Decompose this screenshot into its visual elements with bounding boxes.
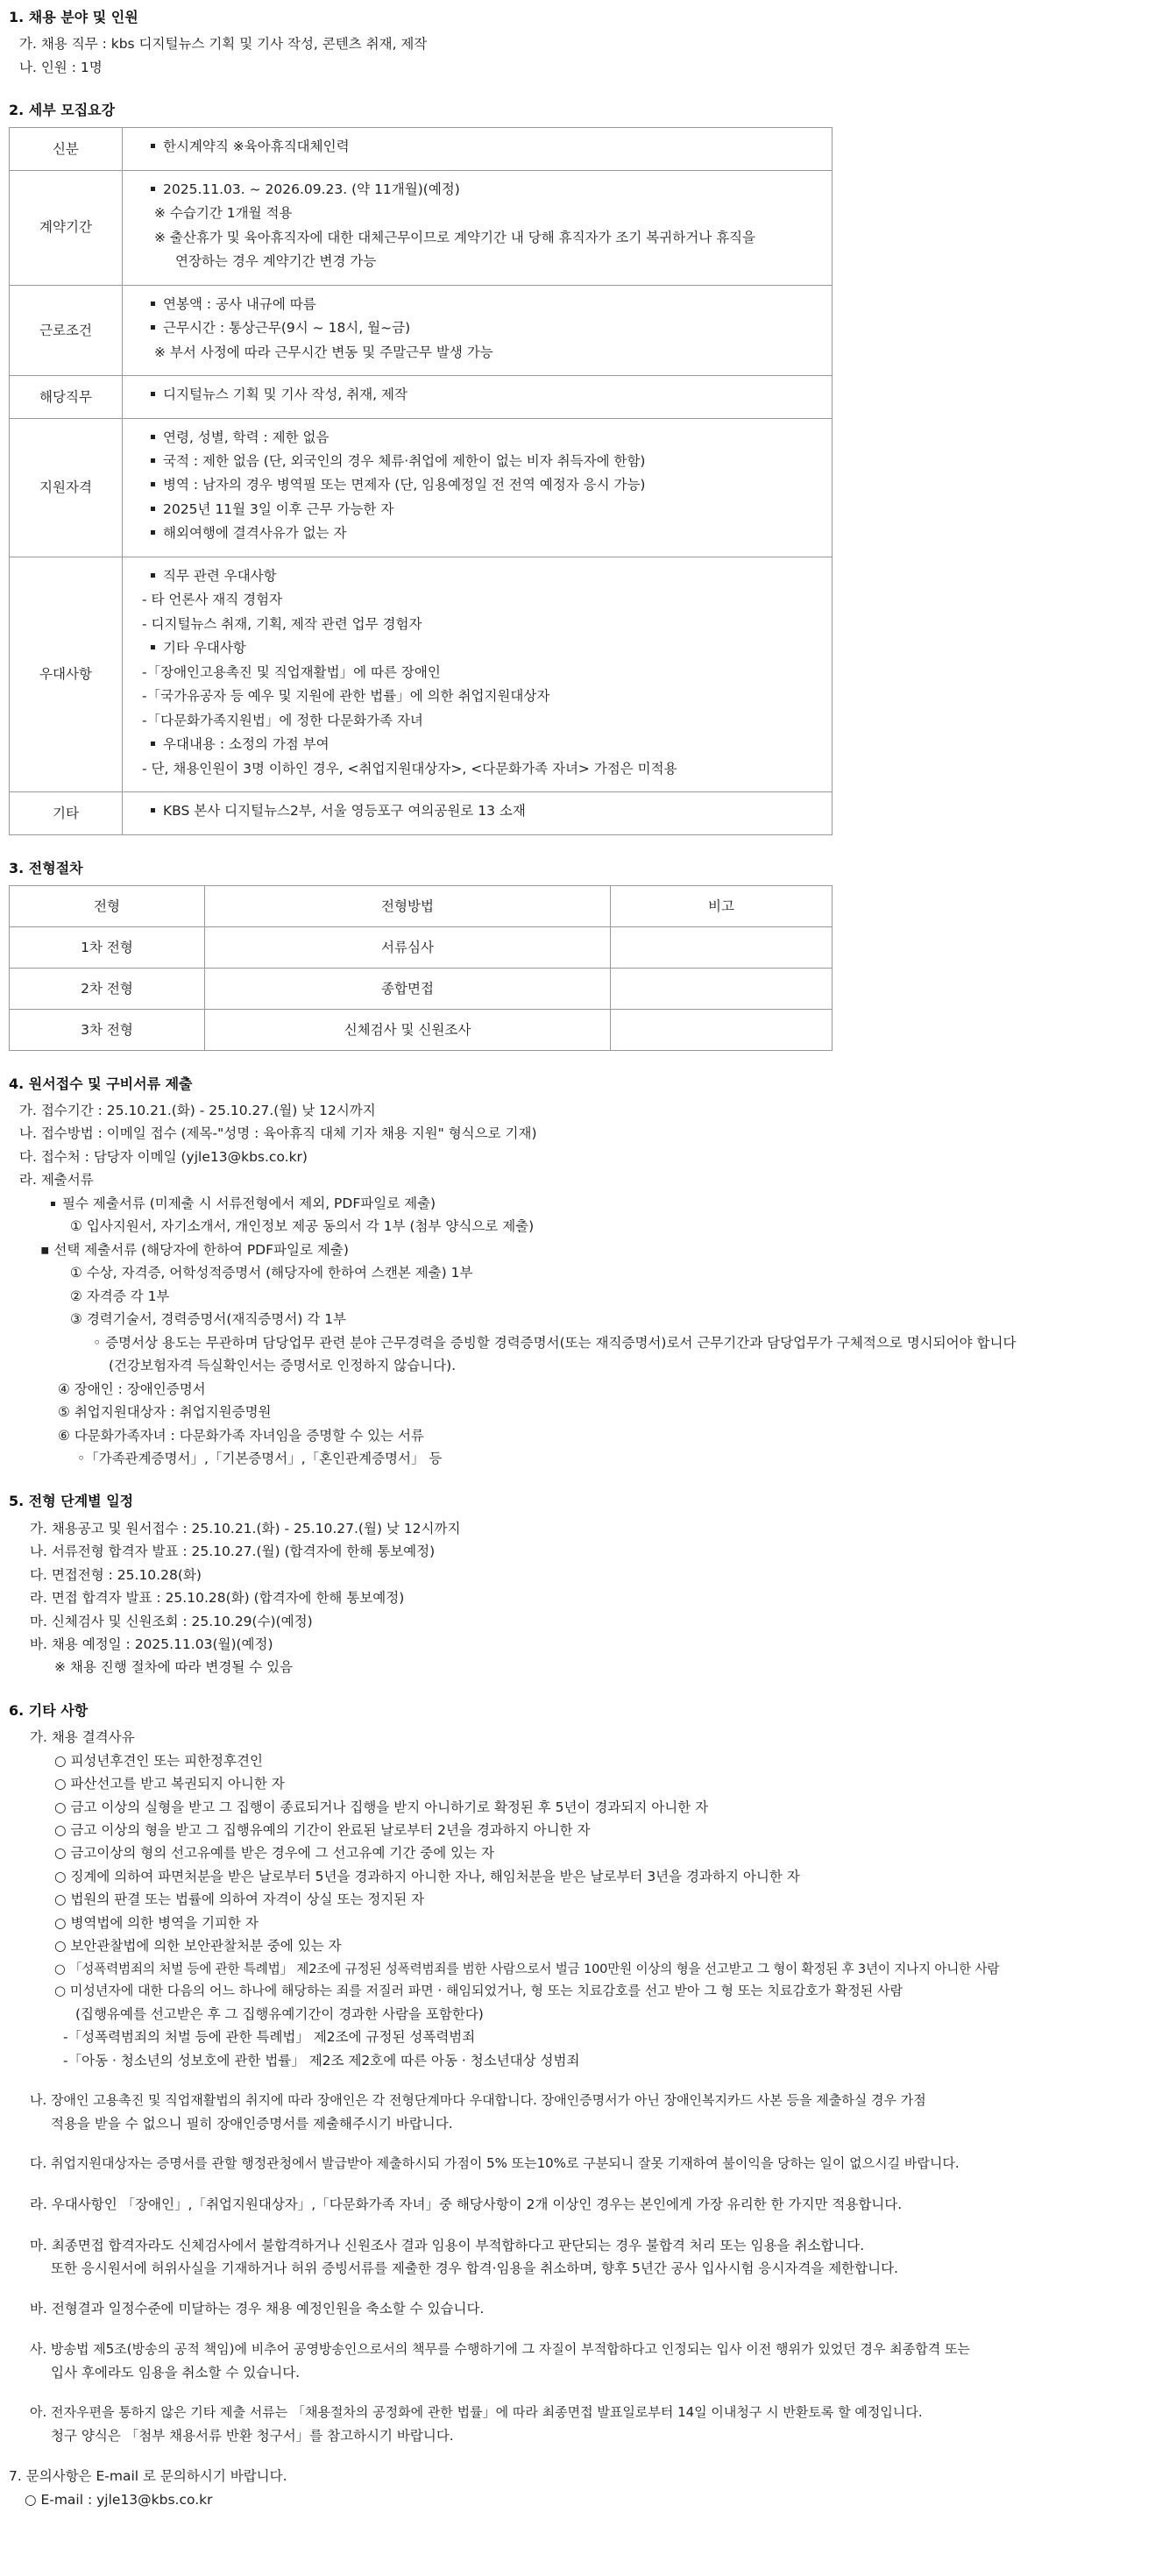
text-line: ◦「가족관계증명서」,「기본증명서」,「혼인관계증명서」 등: [77, 1450, 443, 1466]
sub-item: - 단, 채용인원이 3명 이하인 경우, <취업지원대상자>, <다문화가족 자녀> 가점은 미적용: [142, 760, 677, 777]
section-contact: [9, 2466, 1155, 2509]
text-line: 라. 제출서류: [19, 1172, 94, 1189]
row-label: 해당직무: [10, 376, 123, 418]
text-line: ④ 장애인 : 장애인증명서: [58, 1380, 206, 1397]
section-title: 2. 세부 모집요강: [9, 102, 116, 119]
section-title: 7. 문의사항은 E-mail 로 문의하시기 바랍니다.: [9, 2468, 287, 2485]
row-label: 계약기간: [10, 170, 123, 285]
section-title: 1. 채용 분야 및 인원: [9, 9, 138, 25]
text-line: ③ 경력기술서, 경력증명서(재직증명서) 각 1부: [70, 1311, 347, 1328]
note-line: 연장하는 경우 계약기간 변경 가능: [175, 253, 377, 270]
text-line: 필수 제출서류 (미제출 시 서류전형에서 제외, PDF파일로 제출): [62, 1195, 436, 1211]
table-cell: 서류심사: [205, 926, 611, 968]
bullet-item: 디지털뉴스 기획 및 기사 작성, 취재, 제작: [151, 385, 819, 404]
sub-item: -「장애인고용촉진 및 직업재활법」에 따른 장애인: [142, 664, 441, 680]
row-label: 기타: [10, 792, 123, 834]
text-line: -「성폭력범죄의 처벌 등에 관한 특례법」 제2조에 규정된 성폭력범죄: [63, 2029, 476, 2046]
row-label: 근로조건: [10, 285, 123, 375]
list-item: ○ 파산선고를 받고 복권되지 아니한 자: [54, 1776, 285, 1792]
row-content: [123, 285, 833, 375]
section-details: [9, 100, 1155, 834]
sub-item: - 타 언론사 재직 경험자: [142, 592, 283, 608]
text-line: ※ 채용 진행 절차에 따라 변경될 수 있음: [54, 1659, 294, 1676]
table-row: [10, 926, 833, 968]
bullet-item: 한시계약직 ※육아휴직대체인력: [151, 137, 819, 156]
bullet-item: 근무시간 : 통상근무(9시 ~ 18시, 월~금): [151, 318, 819, 337]
bullet-item: 연령, 성별, 학력 : 제한 없음: [151, 428, 819, 447]
row-label: 우대사항: [10, 557, 123, 791]
list-item: ○ 병역법에 의한 병역을 기피한 자: [54, 1914, 259, 1931]
table-row: [10, 1009, 833, 1050]
text-line: 다. 면접전형 : 25.10.28(화): [30, 1566, 202, 1583]
row-content: [123, 376, 833, 418]
bullet-item: 국적 : 제한 없음 (단, 외국인의 경우 체류·취업에 제한이 없는 비자 취득자에 한함): [151, 451, 819, 471]
sub-item: -「다문화가족지원법」에 정한 다문화가족 자녀: [142, 712, 423, 728]
text-line: 아. 전자우편을 통하지 않은 기타 제출 서류는 「채용절차의 공정화에 관한 법률」에 따라 최종면접 발표일로부터 14일 이내청구 시 반환토록 할 예정입니다.: [30, 2404, 923, 2421]
row-content: [123, 557, 833, 791]
bullet-item: 기타 우대사항: [151, 638, 819, 657]
bullet-item: 연봉액 : 공사 내규에 따름: [151, 295, 819, 314]
bullet-item: 2025.11.03. ~ 2026.09.23. (약 11개월)(예정): [151, 180, 819, 199]
column-header: 전형방법: [205, 885, 611, 926]
text-line: 라. 우대사항인 「장애인」,「취업지원대상자」,「다문화가족 자녀」중 해당사항이 2개 이상인 경우는 본인에게 가장 유리한 한 가지만 적용합니다.: [30, 2196, 903, 2213]
bullet-item: 해외여행에 결격사유가 없는 자: [151, 523, 819, 543]
section-schedule: [9, 1491, 1155, 1677]
column-header: 비고: [611, 885, 833, 926]
note-line: ※ 부서 사정에 따라 근무시간 변동 및 주말근무 발생 가능: [154, 344, 493, 360]
text-line: ⑥ 다문화가족자녀 : 다문화가족 자녀임을 증명할 수 있는 서류: [58, 1427, 424, 1444]
section-recruitment-field: [9, 7, 1155, 77]
contact-email: ○ E-mail : yjle13@kbs.co.kr: [25, 2491, 213, 2508]
row-content: [123, 418, 833, 557]
section-process: [9, 858, 1155, 1051]
row-label: 지원자격: [10, 418, 123, 557]
text-line: 나. 접수방법 : 이메일 접수 (제목-"성명 : 육아휴직 대체 기자 채용 지원" 형식으로 기재): [19, 1125, 537, 1142]
bullet-square-icon: [51, 1202, 55, 1206]
bullet-item: 2025년 11월 3일 이후 근무 가능한 자: [151, 500, 819, 519]
table-header-row: [10, 885, 833, 926]
section-application: [9, 1074, 1155, 1469]
row-label: 신분: [10, 128, 123, 170]
details-table: [9, 127, 833, 834]
text-line: 나. 장애인 고용촉진 및 직업재활법의 취지에 따라 장애인은 각 전형단계마다 우대합니다. 장애인증명서가 아닌 장애인복지카드 사본 등을 제출하실 경우 가점: [30, 2092, 926, 2109]
sub-item: - 디지털뉴스 취재, 기획, 제작 관련 업무 경험자: [142, 615, 422, 632]
table-row: [10, 376, 833, 418]
list-item: ○ 보안관찰법에 의한 보안관찰처분 중에 있는 자: [54, 1938, 342, 1955]
list-item: ○ 금고 이상의 실형을 받고 그 집행이 종료되거나 집행을 받지 아니하기로 확정된 후 5년이 경과되지 아니한 자: [54, 1799, 709, 1815]
text-line: 청구 양식은 「첨부 채용서류 반환 청구서」를 참고하시기 바랍니다.: [51, 2427, 454, 2444]
row-content: [123, 792, 833, 834]
table-row: [10, 968, 833, 1009]
note-line: ※ 수습기간 1개월 적용: [154, 205, 293, 222]
list-item: ○ 「성폭력범죄의 처벌 등에 관한 특례법」 제2조에 규정된 성폭력범죄를 범한 사람으로서 벌금 100만원 이상의 형을 선고받고 그 형이 확정된 후 3년이 지나지 아니한 사람: [54, 1961, 1000, 1976]
process-table: [9, 885, 833, 1051]
text-line: ▪ 선택 제출서류 (해당자에 한하여 PDF파일로 제출): [40, 1241, 349, 1258]
list-item: ○ 징계에 의하여 파면처분을 받은 날로부터 5년을 경과하지 아니한 자나, 해임처분을 받은 날로부터 3년을 경과하지 아니한 자: [54, 1868, 800, 1884]
text-line: ① 입사지원서, 자기소개서, 개인정보 제공 동의서 각 1부 (첨부 양식으로 제출): [70, 1218, 535, 1235]
section-title: 6. 기타 사항: [9, 1701, 89, 1719]
headcount-line: 나. 인원 : 1명: [19, 59, 103, 75]
text-line: 가. 채용 결격사유: [30, 1729, 135, 1746]
section-title: 5. 전형 단계별 일정: [9, 1493, 134, 1510]
bullet-item: 우대내용 : 소정의 가점 부여: [151, 734, 819, 754]
table-cell: 신체검사 및 신원조사: [205, 1009, 611, 1050]
list-item: ○ 미성년자에 대한 다음의 어느 하나에 해당하는 죄를 저질러 파면 · 해임되었거나, 형 또는 치료감호를 선고 받아 그 형 또는 치료감호가 확정된 사람: [54, 1982, 903, 1998]
column-header: 전형: [10, 885, 205, 926]
list-item: ○ 금고이상의 형의 선고유예를 받은 경우에 그 선고유예 기간 중에 있는 자: [54, 1845, 494, 1862]
note-line: ※ 출산휴가 및 육아휴직자에 대한 대체근무이므로 계약기간 내 당해 휴직자가 조기 복귀하거나 휴직을: [154, 229, 756, 245]
table-row: [10, 285, 833, 375]
table-cell: [611, 926, 833, 968]
required-docs-line: [9, 1194, 1155, 1213]
text-line: ◦ 증명서상 용도는 무관하며 담당업무 관련 분야 근무경력을 증빙할 경력증명서(또는 재직증명서)로서 근무기간과 담당업무가 구체적으로 명시되어야 합니다: [93, 1334, 1017, 1351]
table-cell: 3차 전형: [10, 1009, 205, 1050]
list-item: ○ 피성년후견인 또는 피한정후견인: [54, 1752, 263, 1769]
table-row: [10, 792, 833, 834]
text-line: 나. 서류전형 합격자 발표 : 25.10.27.(월) (합격자에 한해 통보예정): [30, 1543, 436, 1560]
text-line: 사. 방송법 제5조(방송의 공적 책임)에 비추어 공영방송인으로서의 책무를 수행하기에 그 자질이 부적합하다고 인정되는 입사 이전 행위가 있었던 경우 최종합격 또는: [30, 2340, 970, 2357]
text-line: 입사 후에라도 임용을 취소할 수 있습니다.: [51, 2364, 301, 2381]
table-cell: 종합면접: [205, 968, 611, 1009]
section-title: 4. 원서접수 및 구비서류 제출: [9, 1075, 193, 1092]
text-line: ① 수상, 자격증, 어학성적증명서 (해당자에 한하여 스캔본 제출) 1부: [70, 1265, 473, 1281]
row-content: [123, 128, 833, 170]
table-row: [10, 418, 833, 557]
table-cell: [611, 968, 833, 1009]
table-row: [10, 557, 833, 791]
text-line: 마. 신체검사 및 신원조회 : 25.10.29(수)(예정): [30, 1613, 313, 1629]
row-content: [123, 170, 833, 285]
text-line: (집행유예를 선고받은 후 그 집행유예기간이 경과한 사람을 포함한다): [75, 2005, 484, 2022]
text-line: 적용을 받을 수 없으니 필히 장애인증명서를 제출해주시기 바랍니다.: [51, 2115, 453, 2132]
text-line: 바. 전형결과 일정수준에 미달하는 경우 채용 예정인원을 축소할 수 있습니다.: [30, 2301, 485, 2317]
text-line: ⑤ 취업지원대상자 : 취업지원증명원: [58, 1404, 272, 1421]
text-line: 다. 접수처 : 담당자 이메일 (yjle13@kbs.co.kr): [19, 1148, 308, 1165]
bullet-item: KBS 본사 디지털뉴스2부, 서울 영등포구 여의공원로 13 소재: [151, 801, 819, 820]
text-line: ② 자격증 각 1부: [70, 1288, 170, 1304]
text-line: 또한 응시원서에 허위사실을 기재하거나 허위 증빙서류를 제출한 경우 합격·임용을 취소하며, 향후 5년간 공사 입사시험 응시자격을 제한합니다.: [51, 2260, 898, 2276]
text-line: 마. 최종면접 합격자라도 신체검사에서 불합격하거나 신원조사 결과 임용이 부적합하다고 판단되는 경우 불합격 처리 또는 임용을 취소합니다.: [30, 2237, 865, 2253]
section-other: [9, 1700, 1155, 2445]
table-row: [10, 170, 833, 285]
text-line: 가. 채용공고 및 원서접수 : 25.10.21.(화) - 25.10.27.(월) 낮 12시까지: [30, 1520, 461, 1536]
list-item: ○ 금고 이상의 형을 받고 그 집행유예의 기간이 완료된 날로부터 2년을 경과하지 아니한 자: [54, 1821, 591, 1838]
section-title: 3. 전형절차: [9, 859, 83, 876]
job-duty-line: 가. 채용 직무 : kbs 디지털뉴스 기획 및 기사 작성, 콘텐츠 취재, 제작: [19, 36, 428, 53]
table-row: [10, 128, 833, 170]
text-line: 다. 취업지원대상자는 증명서를 관할 행정관청에서 발급받아 제출하시되 가점이 5% 또는10%로 구분되니 잘못 기재하여 불이익을 당하는 일이 없으시길 바랍니다.: [30, 2155, 960, 2172]
text-line: -「아동 · 청소년의 성보호에 관한 법률」 제2조 제2호에 따른 아동 · 청소년대상 성범죄: [63, 2052, 580, 2069]
table-cell: 2차 전형: [10, 968, 205, 1009]
text-line: (건강보험자격 득실확인서는 증명서로 인정하지 않습니다).: [109, 1358, 457, 1374]
list-item: ○ 법원의 판결 또는 법률에 의하여 자격이 상실 또는 정지된 자: [54, 1891, 425, 1908]
table-cell: [611, 1009, 833, 1050]
text-line: 가. 접수기간 : 25.10.21.(화) - 25.10.27.(월) 낮 12시까지: [19, 1102, 376, 1118]
text-line: 바. 채용 예정일 : 2025.11.03(월)(예정): [30, 1636, 273, 1652]
sub-item: -「국가유공자 등 예우 및 지원에 관한 법률」에 의한 취업지원대상자: [142, 688, 550, 705]
bullet-item: 직무 관련 우대사항: [151, 566, 819, 585]
bullet-item: 병역 : 남자의 경우 병역필 또는 면제자 (단, 임용예정일 전 전역 예정자 응시 가능): [151, 475, 819, 494]
text-line: 라. 면접 합격자 발표 : 25.10.28(화) (합격자에 한해 통보예정): [30, 1590, 405, 1607]
table-cell: 1차 전형: [10, 926, 205, 968]
